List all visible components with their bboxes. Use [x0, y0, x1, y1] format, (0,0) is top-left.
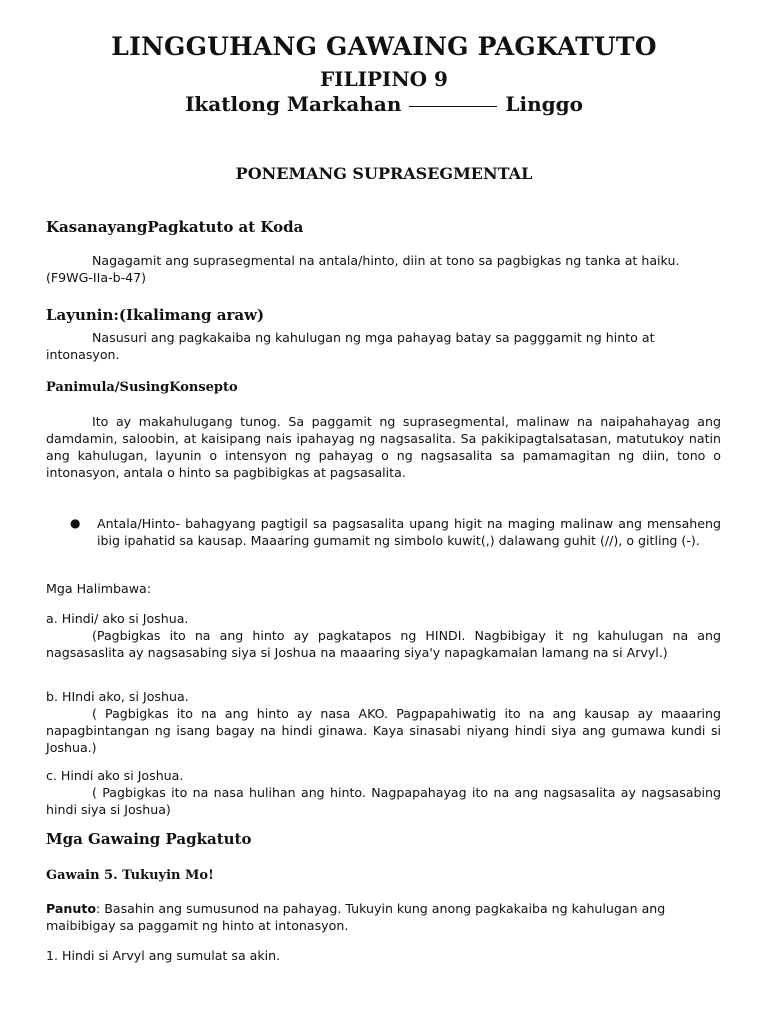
example-c-line: c. Hindi ako si Joshua.: [46, 768, 184, 783]
panimula-heading: Panimula/SusingKonsepto: [46, 380, 238, 395]
example-c-explanation: [46, 784, 721, 818]
panuto-label: Panuto: [46, 901, 96, 916]
quarter-prefix: Ikatlong Markahan: [185, 92, 402, 116]
halimbawa-heading: Mga Halimbawa:: [46, 581, 152, 596]
document-title: LINGGUHANG GAWAING PAGKATUTO: [111, 32, 657, 61]
example-b-line: b. HIndi ako, si Joshua.: [46, 689, 189, 704]
example-a-line: a. Hindi/ ako si Joshua.: [46, 611, 189, 626]
week-blank-line: [409, 106, 497, 107]
example-b-explanation-text: ( Pagbigkas ito na ang hinto ay nasa AKO. Pagpapahiwatig ito na ang kausap ay maaaring napagbintangan ng isang bagay na hindi ginawa. Kaya sinasabi niyang hindi siya ang gumawa kundi si Joshua.): [46, 706, 721, 755]
panuto-text: : Basahin ang sumusunod na pahayag. Tukuyin kung anong pagkakaiba ng kahulugan ang maibibigay sa paggamit ng hinto at intonasyon.: [46, 901, 666, 933]
example-a-explanation: [46, 627, 721, 661]
subject-title: FILIPINO 9: [320, 67, 448, 91]
panimula-text: Ito ay makahulugang tunog. Sa paggamit ng suprasegmental, malinaw na naipahahayag ang damdamin, saloobin, at kaisipang nais ipahayag ng nagsasalita. Sa pakikipagtalsatasan, matutukoy natin ang kahulugan, layunin o intensyon ng pahayag o ng nagsasalita sa pamamagitan ng diin, tono o intonasyon, antala o hinto sa pagbibigkas at pagsasalita.: [46, 414, 721, 480]
example-c-explanation-text: ( Pagbigkas ito na nasa hulihan ang hinto. Nagpapahayag ito na ang nagsasalita ay nagsasabing hindi siya si Joshua): [46, 785, 721, 817]
gawain-heading: Mga Gawaing Pagkatuto: [46, 830, 252, 848]
bullet-text: Antala/Hinto- bahagyang pagtigil sa pagsasalita upang higit na maging malinaw ang mensaheng ibig ipahatid sa kausap. Maaaring gumamit ng simbolo kuwit(,) dalawang guhit (//), o gitling (-).: [97, 516, 721, 548]
layunin-heading: Layunin:(Ikalimang araw): [46, 306, 265, 324]
gawain-subheading: Gawain 5. Tukuyin Mo!: [46, 868, 214, 883]
example-b-explanation: [46, 705, 721, 756]
panuto-paragraph: [46, 900, 721, 934]
quarter-suffix: Linggo: [505, 92, 583, 116]
kasanayan-text: Nagagamit ang suprasegmental na antala/hinto, diin at tono sa pagbigkas ng tanka at haiku. (F9WG-IIa-b-47): [46, 253, 680, 285]
layunin-text: Nasusuri ang pagkakaiba ng kahulugan ng mga pahayag batay sa pagggamit ng hinto at intonasyon.: [46, 330, 655, 362]
quarter-line: [0, 92, 768, 116]
bullet-icon: ●: [70, 516, 81, 530]
kasanayan-heading: KasanayangPagkatuto at Koda: [46, 218, 304, 236]
gawain-item-1: 1. Hindi si Arvyl ang sumulat sa akin.: [46, 948, 281, 963]
example-a-explanation-text: (Pagbigkas ito na ang hinto ay pagkatapos ng HINDI. Nagbibigay it ng kahulugan na ang nagsasaslita ay nagsasabing siya si Joshua na maaaring siya'y napagkamalan lamang na si Arvyl.): [46, 628, 721, 660]
topic-title: PONEMANG SUPRASEGMENTAL: [235, 164, 533, 183]
